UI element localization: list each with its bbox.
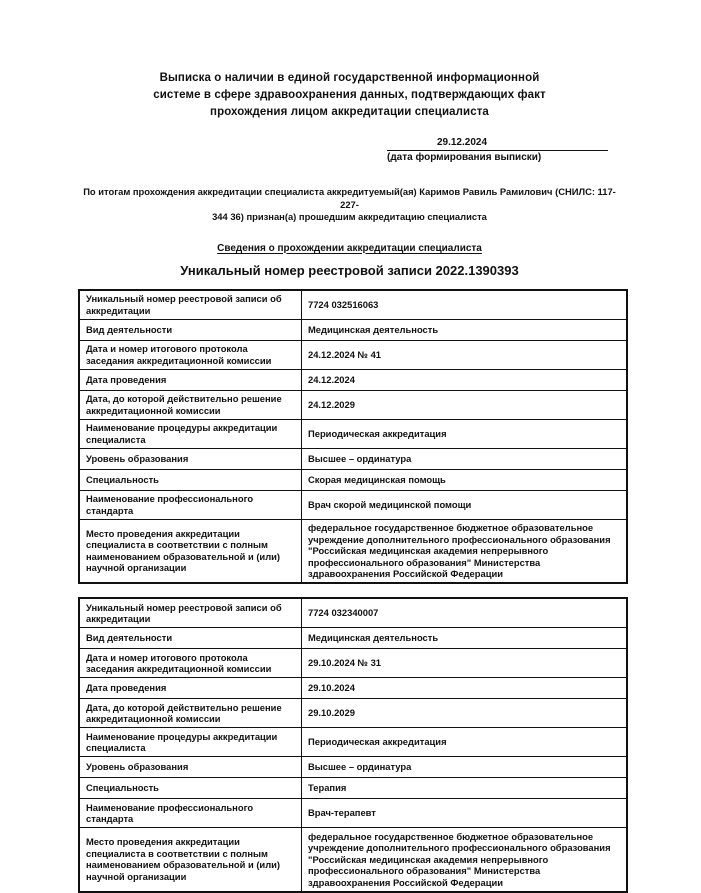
row-label-cell: Дата, до которой действительно решение аккредитационной комиссии <box>79 390 302 419</box>
row-label-cell: Дата проведения <box>79 678 302 699</box>
page-title-line: Выписка о наличии в единой государственной информационной <box>159 72 540 84</box>
intro-line: 344 36) признан(а) прошедшим аккредитацию специалиста <box>212 211 487 222</box>
row-label-cell: Уровень образования <box>79 448 302 469</box>
row-value-cell: Скорая медицинская помощь <box>302 469 628 490</box>
row-label-cell: Уникальный номер реестровой записи об аккредитации <box>79 598 302 628</box>
page-title <box>78 70 621 121</box>
row-value-cell: федеральное государственное бюджетное образовательное учреждение дополнительного профессионального образования "Российская медицинская академия непрерывного профессионального образования" Министерства здравоохранения Российской Федерации <box>302 519 628 583</box>
table-row <box>79 490 627 519</box>
table-row <box>79 390 627 419</box>
table-row <box>79 519 627 583</box>
row-label-cell: Специальность <box>79 778 302 799</box>
row-label-cell: Уровень образования <box>79 757 302 778</box>
row-value-cell: Периодическая аккредитация <box>302 419 628 448</box>
row-value-cell: Терапия <box>302 778 628 799</box>
row-label-cell: Специальность <box>79 469 302 490</box>
table-row <box>79 290 627 320</box>
row-value-cell: федеральное государственное бюджетное образовательное учреждение дополнительного профессионального образования "Российская медицинская академия непрерывного профессионального образования" Министерства здравоохранения Российской Федерации <box>302 828 628 892</box>
table-row <box>79 469 627 490</box>
row-value-cell: 24.12.2029 <box>302 390 628 419</box>
row-value-cell: Высшее – ординатура <box>302 757 628 778</box>
row-label-cell: Место проведения аккредитации специалиста в соответствии с полным наименованием образовательной и (или) научной организации <box>79 828 302 892</box>
accreditation-table-1 <box>78 289 628 585</box>
table-row <box>79 728 627 757</box>
table-row <box>79 649 627 678</box>
document-page <box>78 0 621 893</box>
extract-date: 29.12.2024 <box>436 137 488 148</box>
table-row <box>79 598 627 628</box>
row-value-cell: Периодическая аккредитация <box>302 728 628 757</box>
date-underline <box>387 137 608 151</box>
table-row <box>79 828 627 892</box>
table-row <box>79 678 627 699</box>
row-label-cell: Дата, до которой действительно решение аккредитационной комиссии <box>79 699 302 728</box>
table-row <box>79 799 627 828</box>
row-label-cell: Дата проведения <box>79 369 302 390</box>
row-label-cell: Уникальный номер реестровой записи об аккредитации <box>79 290 302 320</box>
row-value-cell: Врач скорой медицинской помощи <box>302 490 628 519</box>
extract-date-caption: (дата формирования выписки) <box>387 152 542 163</box>
table-row <box>79 319 627 340</box>
row-label-cell: Место проведения аккредитации специалиста в соответствии с полным наименованием образовательной и (или) научной организации <box>79 519 302 583</box>
table-row <box>79 419 627 448</box>
registry-number-heading: Уникальный номер реестровой записи 2022.1390393 <box>180 262 519 278</box>
accreditation-intro-paragraph <box>78 186 621 224</box>
page-title-line: системе в сфере здравоохранения данных, подтверждающих факт <box>153 89 546 101</box>
row-value-cell: Врач-терапевт <box>302 799 628 828</box>
row-label-cell: Наименование профессионального стандарта <box>79 490 302 519</box>
extract-date-block <box>387 137 608 164</box>
intro-line: По итогам прохождения аккредитации специалиста аккредитуемый(ая) Каримов Равиль Рамилович (СНИЛС: 117-227- <box>83 186 616 210</box>
row-value-cell: 7724 032340007 <box>302 598 628 628</box>
table-row <box>79 757 627 778</box>
row-label-cell: Вид деятельности <box>79 319 302 340</box>
row-value-cell: 24.12.2024 № 41 <box>302 340 628 369</box>
row-label-cell: Дата и номер итогового протокола заседания аккредитационной комиссии <box>79 649 302 678</box>
table-row <box>79 699 627 728</box>
row-value-cell: 29.10.2024 <box>302 678 628 699</box>
row-value-cell: Медицинская деятельность <box>302 628 628 649</box>
row-value-cell: Высшее – ординатура <box>302 448 628 469</box>
row-value-cell: 7724 032516063 <box>302 290 628 320</box>
table-row <box>79 448 627 469</box>
table-row <box>79 778 627 799</box>
accreditation-table-2 <box>78 597 628 893</box>
row-value-cell: 29.10.2029 <box>302 699 628 728</box>
row-label-cell: Наименование процедуры аккредитации специалиста <box>79 419 302 448</box>
row-label-cell: Вид деятельности <box>79 628 302 649</box>
row-value-cell: 24.12.2024 <box>302 369 628 390</box>
page-title-line: прохождения лицом аккредитации специалиста <box>210 106 489 118</box>
section-heading: Сведения о прохождении аккредитации специалиста <box>217 242 482 254</box>
row-label-cell: Наименование профессионального стандарта <box>79 799 302 828</box>
row-value-cell: 29.10.2024 № 31 <box>302 649 628 678</box>
table-row <box>79 340 627 369</box>
row-label-cell: Дата и номер итогового протокола заседания аккредитационной комиссии <box>79 340 302 369</box>
row-label-cell: Наименование процедуры аккредитации специалиста <box>79 728 302 757</box>
table-row <box>79 628 627 649</box>
table-row <box>79 369 627 390</box>
row-value-cell: Медицинская деятельность <box>302 319 628 340</box>
